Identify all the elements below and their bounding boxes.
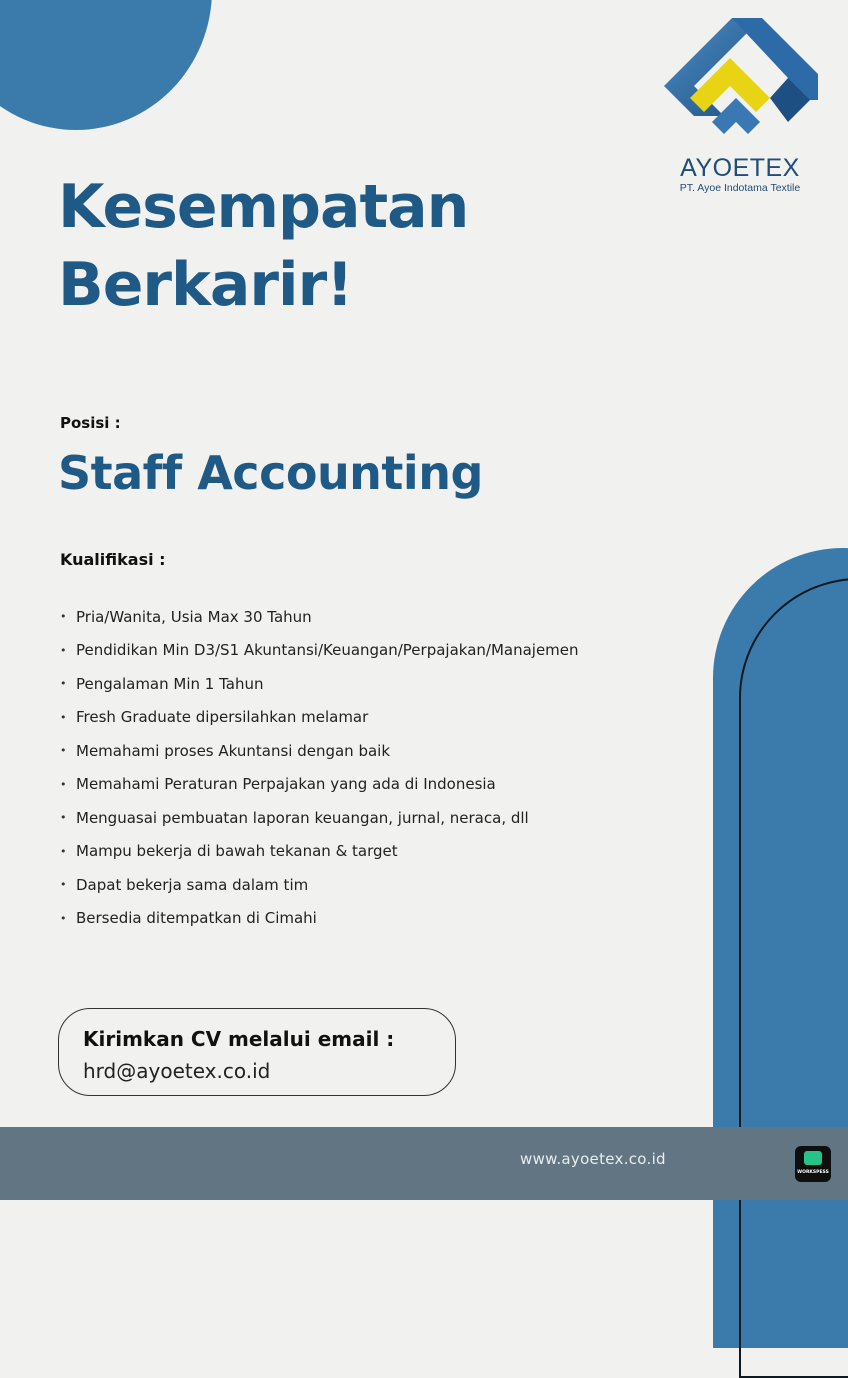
bullet-icon: • (60, 844, 67, 858)
list-item-text: Memahami Peraturan Perpajakan yang ada di Indonesia (76, 775, 496, 794)
email-link[interactable]: hrd@ayoetex.co.id (83, 1059, 271, 1083)
list-item (60, 801, 579, 835)
list-item-text: Dapat bekerja sama dalam tim (76, 875, 309, 894)
list-item-text: Pengalaman Min 1 Tahun (76, 674, 264, 693)
website-link[interactable]: www.ayoetex.co.id (520, 1150, 666, 1168)
cv-contact-box (58, 1008, 456, 1096)
workspess-badge (795, 1146, 831, 1182)
list-item (60, 835, 579, 869)
list-item (60, 734, 579, 768)
headline-line-1: Kesempatan (58, 172, 469, 242)
list-item (60, 600, 579, 634)
list-item (60, 902, 579, 936)
bullet-icon: • (60, 878, 67, 892)
list-item (60, 868, 579, 902)
list-item (60, 701, 579, 735)
headline (58, 168, 468, 324)
bullet-icon: • (60, 643, 67, 657)
list-item-text: Bersedia ditempatkan di Cimahi (76, 909, 317, 928)
list-item-text: Fresh Graduate dipersilahkan melamar (76, 708, 369, 727)
arch-outline-decoration (739, 578, 848, 1378)
qualifications-list (60, 600, 579, 935)
list-item-text: Pria/Wanita, Usia Max 30 Tahun (76, 607, 312, 626)
list-item-text: Memahami proses Akuntansi dengan baik (76, 741, 391, 760)
company-logo (660, 14, 820, 198)
bullet-icon: • (60, 710, 67, 724)
list-item-text: Menguasai pembuatan laporan keuangan, jurnal, neraca, dll (76, 808, 529, 827)
logo-mark-icon (660, 14, 820, 154)
list-item (60, 768, 579, 802)
bullet-icon: • (60, 677, 67, 691)
brand-subtitle: PT. Ayoe Indotama Textile (679, 182, 801, 194)
list-item (60, 667, 579, 701)
footer-bar (0, 1127, 848, 1200)
headline-line-2: Berkarir! (58, 250, 353, 320)
list-item-text: Pendidikan Min D3/S1 Akuntansi/Keuangan/Perpajakan/Manajemen (76, 641, 579, 660)
bullet-icon: • (60, 911, 67, 925)
bullet-icon: • (60, 777, 67, 791)
bullet-icon: • (60, 744, 67, 758)
brand-name: AYOETEX (680, 154, 800, 182)
corner-circle-decoration (0, 0, 212, 130)
cv-title: Kirimkan CV melalui email : (83, 1027, 395, 1051)
list-item-text: Mampu bekerja di bawah tekanan & target (76, 842, 398, 861)
position-label: Posisi : (60, 414, 121, 432)
briefcase-icon (804, 1151, 822, 1165)
position-title: Staff Accounting (58, 446, 483, 500)
bullet-icon: • (60, 610, 67, 624)
badge-label: WORKSPESS (797, 1170, 829, 1175)
bullet-icon: • (60, 811, 67, 825)
qualifications-label: Kualifikasi : (60, 550, 166, 569)
list-item (60, 634, 579, 668)
